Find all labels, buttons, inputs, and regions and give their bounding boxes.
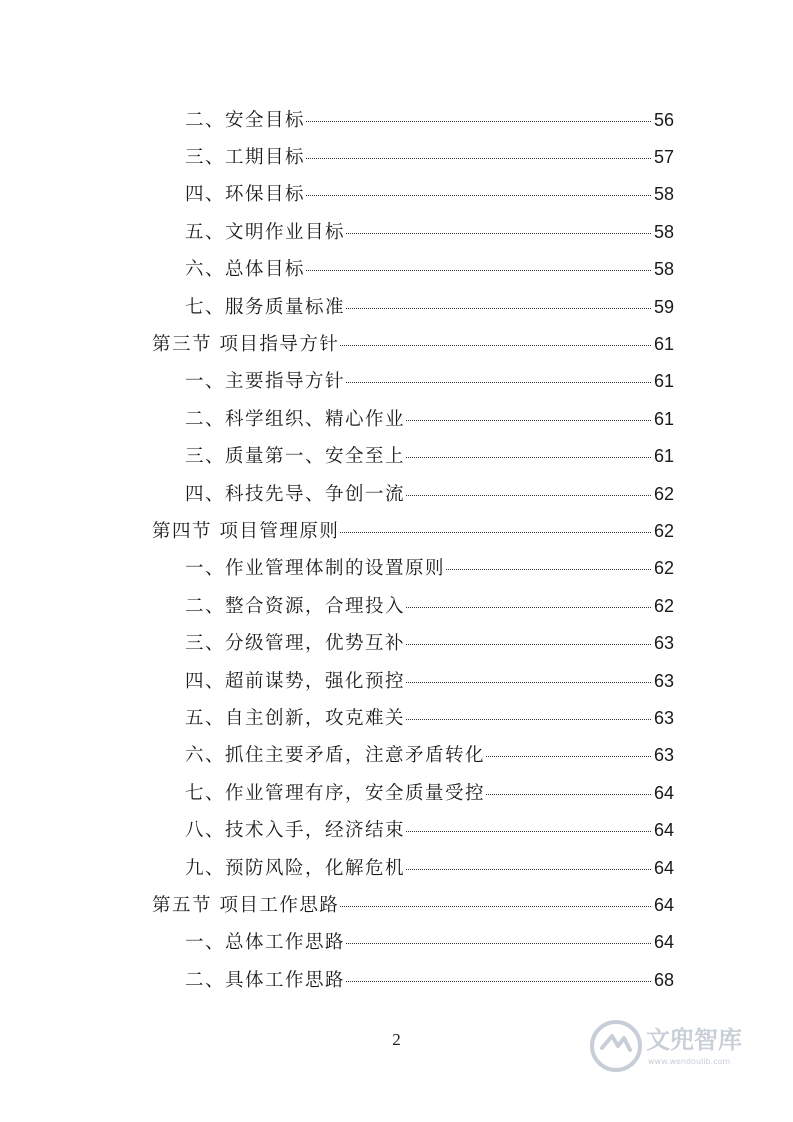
toc-entry-line <box>185 180 793 206</box>
toc-entry-page: 58 <box>653 184 674 205</box>
toc-entry-page: 57 <box>653 147 674 168</box>
toc-entry-label: 一、主要指导方针 <box>185 371 346 393</box>
toc-entry-label: 二、整合资源，合理投入 <box>185 595 406 617</box>
toc-entry-line <box>152 330 793 356</box>
toc-entry[interactable] <box>0 810 793 847</box>
toc-entry[interactable] <box>0 324 793 361</box>
toc-entry[interactable] <box>0 773 793 810</box>
toc-entry[interactable] <box>0 212 793 249</box>
dot-leader <box>340 345 651 346</box>
toc-entry-page: 62 <box>653 595 674 616</box>
toc-entry[interactable] <box>0 362 793 399</box>
toc-entry-label: 七、作业管理有序，安全质量受控 <box>185 782 486 804</box>
toc-entry-label: 六、抓住主要矛盾，注意矛盾转化 <box>185 745 486 767</box>
toc-entry-page: 63 <box>653 670 674 691</box>
toc-entry-label: 一、总体工作思路 <box>185 932 346 954</box>
toc-entry-line <box>185 741 793 767</box>
dot-leader <box>346 382 651 383</box>
toc-entry-page: 64 <box>653 894 674 915</box>
wendou-logo-icon <box>588 1018 768 1074</box>
toc-entry[interactable] <box>0 287 793 324</box>
dot-leader <box>306 195 651 196</box>
toc-entry[interactable] <box>0 511 793 548</box>
toc-entry-line <box>152 517 793 543</box>
toc-entry-page: 64 <box>653 820 674 841</box>
toc-entry[interactable] <box>0 137 793 174</box>
toc-entry-label: 二、安全目标 <box>185 109 306 131</box>
dot-leader <box>306 121 651 122</box>
toc-entry-line <box>185 592 793 618</box>
toc-entry-label: 九、预防风险，化解危机 <box>185 857 406 879</box>
toc-entry-line <box>185 367 793 393</box>
toc-entry-label: 二、科学组织、精心作业 <box>185 408 406 430</box>
dot-leader <box>346 233 651 234</box>
toc-entry-line <box>185 667 793 693</box>
toc-entry[interactable] <box>0 623 793 660</box>
toc-entry-label: 三、工期目标 <box>185 147 306 169</box>
toc-entry-page: 62 <box>653 520 674 541</box>
toc-entry-page: 63 <box>653 633 674 654</box>
toc-entry-page: 61 <box>653 408 674 429</box>
dot-leader <box>406 495 651 496</box>
toc-entry[interactable] <box>0 549 793 586</box>
watermark-text: 文兜智库 <box>646 1026 742 1054</box>
watermark <box>588 1018 768 1074</box>
toc-entry[interactable] <box>0 736 793 773</box>
toc-entry-line <box>185 405 793 431</box>
dot-leader <box>406 682 651 683</box>
dot-leader <box>340 906 651 907</box>
toc-entry-label: 三、分级管理，优势互补 <box>185 633 406 655</box>
toc-entry-label: 四、超前谋势，强化预控 <box>185 670 406 692</box>
dot-leader <box>406 719 651 720</box>
toc-entry[interactable] <box>0 960 793 997</box>
toc-entry-line <box>185 218 793 244</box>
toc-entry-page: 63 <box>653 707 674 728</box>
dot-leader <box>406 457 651 458</box>
toc-entry-line <box>185 480 793 506</box>
toc-entry-page: 61 <box>653 371 674 392</box>
toc-entry-line <box>185 554 793 580</box>
toc-entry-page: 59 <box>653 296 674 317</box>
dot-leader <box>406 420 651 421</box>
toc-entry-page: 58 <box>653 259 674 280</box>
dot-leader <box>406 831 651 832</box>
toc-entry-line <box>185 106 793 132</box>
toc-entry-label: 六、总体目标 <box>185 259 306 281</box>
toc-entry-page: 58 <box>653 221 674 242</box>
dot-leader <box>306 270 651 271</box>
toc-entry-label: 五、自主创新，攻克难关 <box>185 707 406 729</box>
toc-entry-page: 62 <box>653 483 674 504</box>
dot-leader <box>346 943 651 944</box>
toc-entry[interactable] <box>0 885 793 922</box>
toc-entry-label: 五、文明作业目标 <box>185 221 346 243</box>
dot-leader <box>306 158 651 159</box>
toc-entry-page: 62 <box>653 558 674 579</box>
toc-entry[interactable] <box>0 698 793 735</box>
page-number: 2 <box>392 1030 401 1049</box>
toc-entry-line <box>185 854 793 880</box>
toc-entry-line <box>185 293 793 319</box>
toc-entry-page: 64 <box>653 857 674 878</box>
toc-entry-label: 八、技术入手，经济结束 <box>185 820 406 842</box>
toc-entry[interactable] <box>0 250 793 287</box>
toc-entry-page: 56 <box>653 109 674 130</box>
toc-entry-page: 63 <box>653 745 674 766</box>
toc-entry-line <box>185 779 793 805</box>
dot-leader <box>346 308 651 309</box>
toc-entry-line <box>185 629 793 655</box>
dot-leader <box>346 981 651 982</box>
toc-entry[interactable] <box>0 586 793 623</box>
toc-entry-label: 一、作业管理体制的设置原则 <box>185 558 446 580</box>
dot-leader <box>446 569 651 570</box>
toc-entry-label: 七、服务质量标准 <box>185 296 346 318</box>
dot-leader <box>406 607 651 608</box>
toc-entry-label: 二、具体工作思路 <box>185 969 346 991</box>
toc-entry-page: 61 <box>653 446 674 467</box>
toc-entry-label: 三、质量第一、安全至上 <box>185 446 406 468</box>
toc-entry-line <box>185 143 793 169</box>
toc-entry-label: 第三节 项目指导方针 <box>152 334 340 356</box>
toc-entry-line <box>185 928 793 954</box>
toc-entry-page: 64 <box>653 782 674 803</box>
dot-leader <box>486 794 651 795</box>
toc-entry-label: 第四节 项目管理原则 <box>152 520 340 542</box>
dot-leader <box>340 532 651 533</box>
toc-entry-line <box>185 966 793 992</box>
toc-entry-line <box>185 255 793 281</box>
watermark-url: www.wendoulib.com <box>648 1057 731 1066</box>
dot-leader <box>406 644 651 645</box>
dot-leader <box>486 756 651 757</box>
toc-entry[interactable] <box>0 923 793 960</box>
toc-entry-label: 第五节 项目工作思路 <box>152 894 340 916</box>
toc-entry[interactable] <box>0 848 793 885</box>
toc-entry[interactable] <box>0 661 793 698</box>
toc-entry[interactable] <box>0 399 793 436</box>
toc-entry[interactable] <box>0 474 793 511</box>
toc-entry-label: 四、环保目标 <box>185 184 306 206</box>
table-of-contents <box>0 100 793 997</box>
toc-entry-page: 61 <box>653 334 674 355</box>
toc-entry-line <box>185 704 793 730</box>
toc-entry-line <box>185 442 793 468</box>
toc-entry-line <box>152 891 793 917</box>
toc-entry[interactable] <box>0 175 793 212</box>
dot-leader <box>406 869 651 870</box>
toc-entry-label: 四、科技先导、争创一流 <box>185 483 406 505</box>
toc-entry[interactable] <box>0 437 793 474</box>
toc-entry-line <box>185 816 793 842</box>
toc-entry-page: 68 <box>653 969 674 990</box>
toc-entry[interactable] <box>0 100 793 137</box>
toc-entry-page: 64 <box>653 932 674 953</box>
